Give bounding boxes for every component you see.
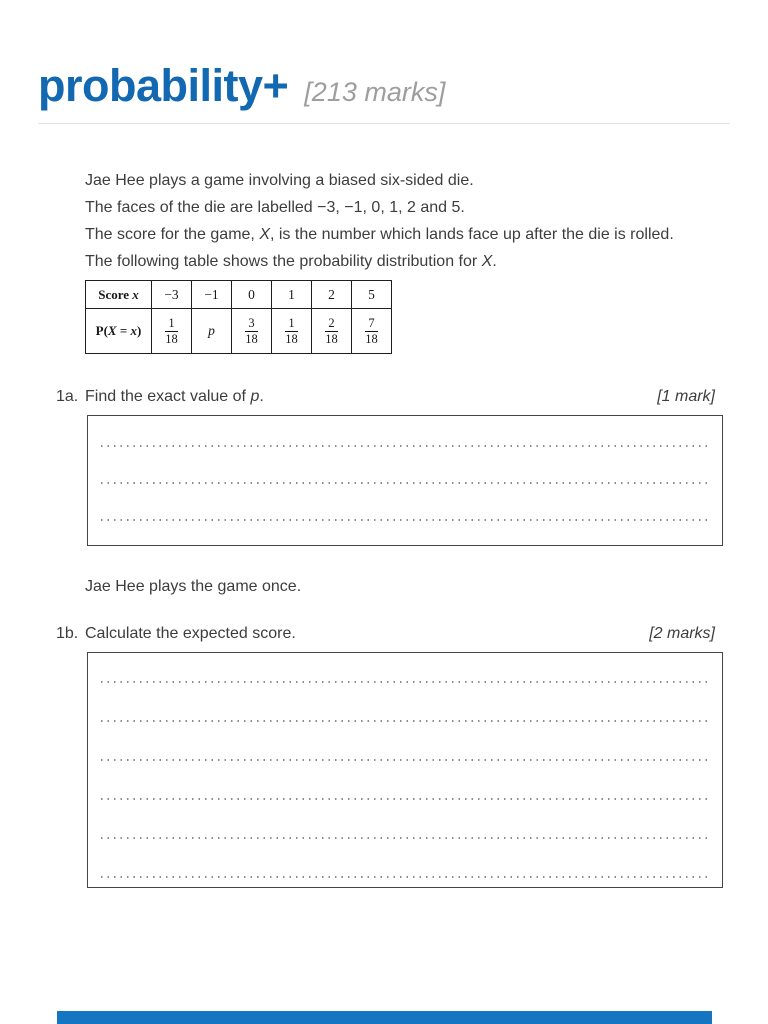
score-value: 2 [312,281,352,309]
answer-dotted-line [101,759,709,761]
page-title: probability+ [38,60,289,111]
answer-box-1a [87,415,723,546]
question-marks: [2 marks] [649,625,715,643]
score-value: 0 [232,281,272,309]
variable-X: X [481,253,493,271]
variable-p: p [250,388,260,406]
question-1b [56,624,715,643]
intro-line-1: Jae Hee plays a game involving a biased six-sided die. [85,172,474,190]
variable-X: X [259,226,270,244]
probability-value: $\frac{1}{18}$ [152,309,192,354]
answer-dotted-line [101,837,709,839]
intro-line-2: The faces of the die are labelled −3, −1, 0, 1, 2 and 5. [85,199,465,217]
probability-value: $\frac{3}{18}$ [232,309,272,354]
score-value: −1 [192,281,232,309]
answer-dotted-line [101,482,709,484]
probability-value: $\frac{2}{18}$ [312,309,352,354]
intro-paragraphs [85,170,715,272]
question-number: 1a. [56,388,79,406]
table-header-score: Score x [86,281,152,309]
document-body [0,124,768,888]
question-marks: [1 mark] [657,388,715,406]
question-1a [56,387,715,406]
answer-box-1b [87,652,723,888]
between-text: Jae Hee plays the game once. [85,578,302,596]
question-number: 1b. [56,625,79,643]
table-header-probability: P(X = x) [86,309,152,354]
section-divider-bar [57,1011,712,1024]
answer-dotted-line [101,720,709,722]
document-header [0,0,768,109]
intro-line-4: The following table shows the probability distribution for X. [85,253,497,271]
question-text: Calculate the expected score. [85,625,296,643]
score-value: −3 [152,281,192,309]
total-marks-label: [213 marks] [304,77,446,107]
probability-value: $\frac{7}{18}$ [352,309,392,354]
answer-dotted-line [101,681,709,683]
probability-value: $\frac{1}{18}$ [272,309,312,354]
score-value: 5 [352,281,392,309]
score-value: 1 [272,281,312,309]
answer-dotted-line [101,519,709,521]
intro-line-3: The score for the game, X, is the number which lands face up after the die is rolled. [85,226,674,244]
answer-dotted-line [101,798,709,800]
probability-distribution-table [85,280,392,354]
answer-dotted-line [101,445,709,447]
probability-value-p: p [192,309,232,354]
question-text: Find the exact value of p. [85,388,264,406]
answer-dotted-line [101,876,709,878]
